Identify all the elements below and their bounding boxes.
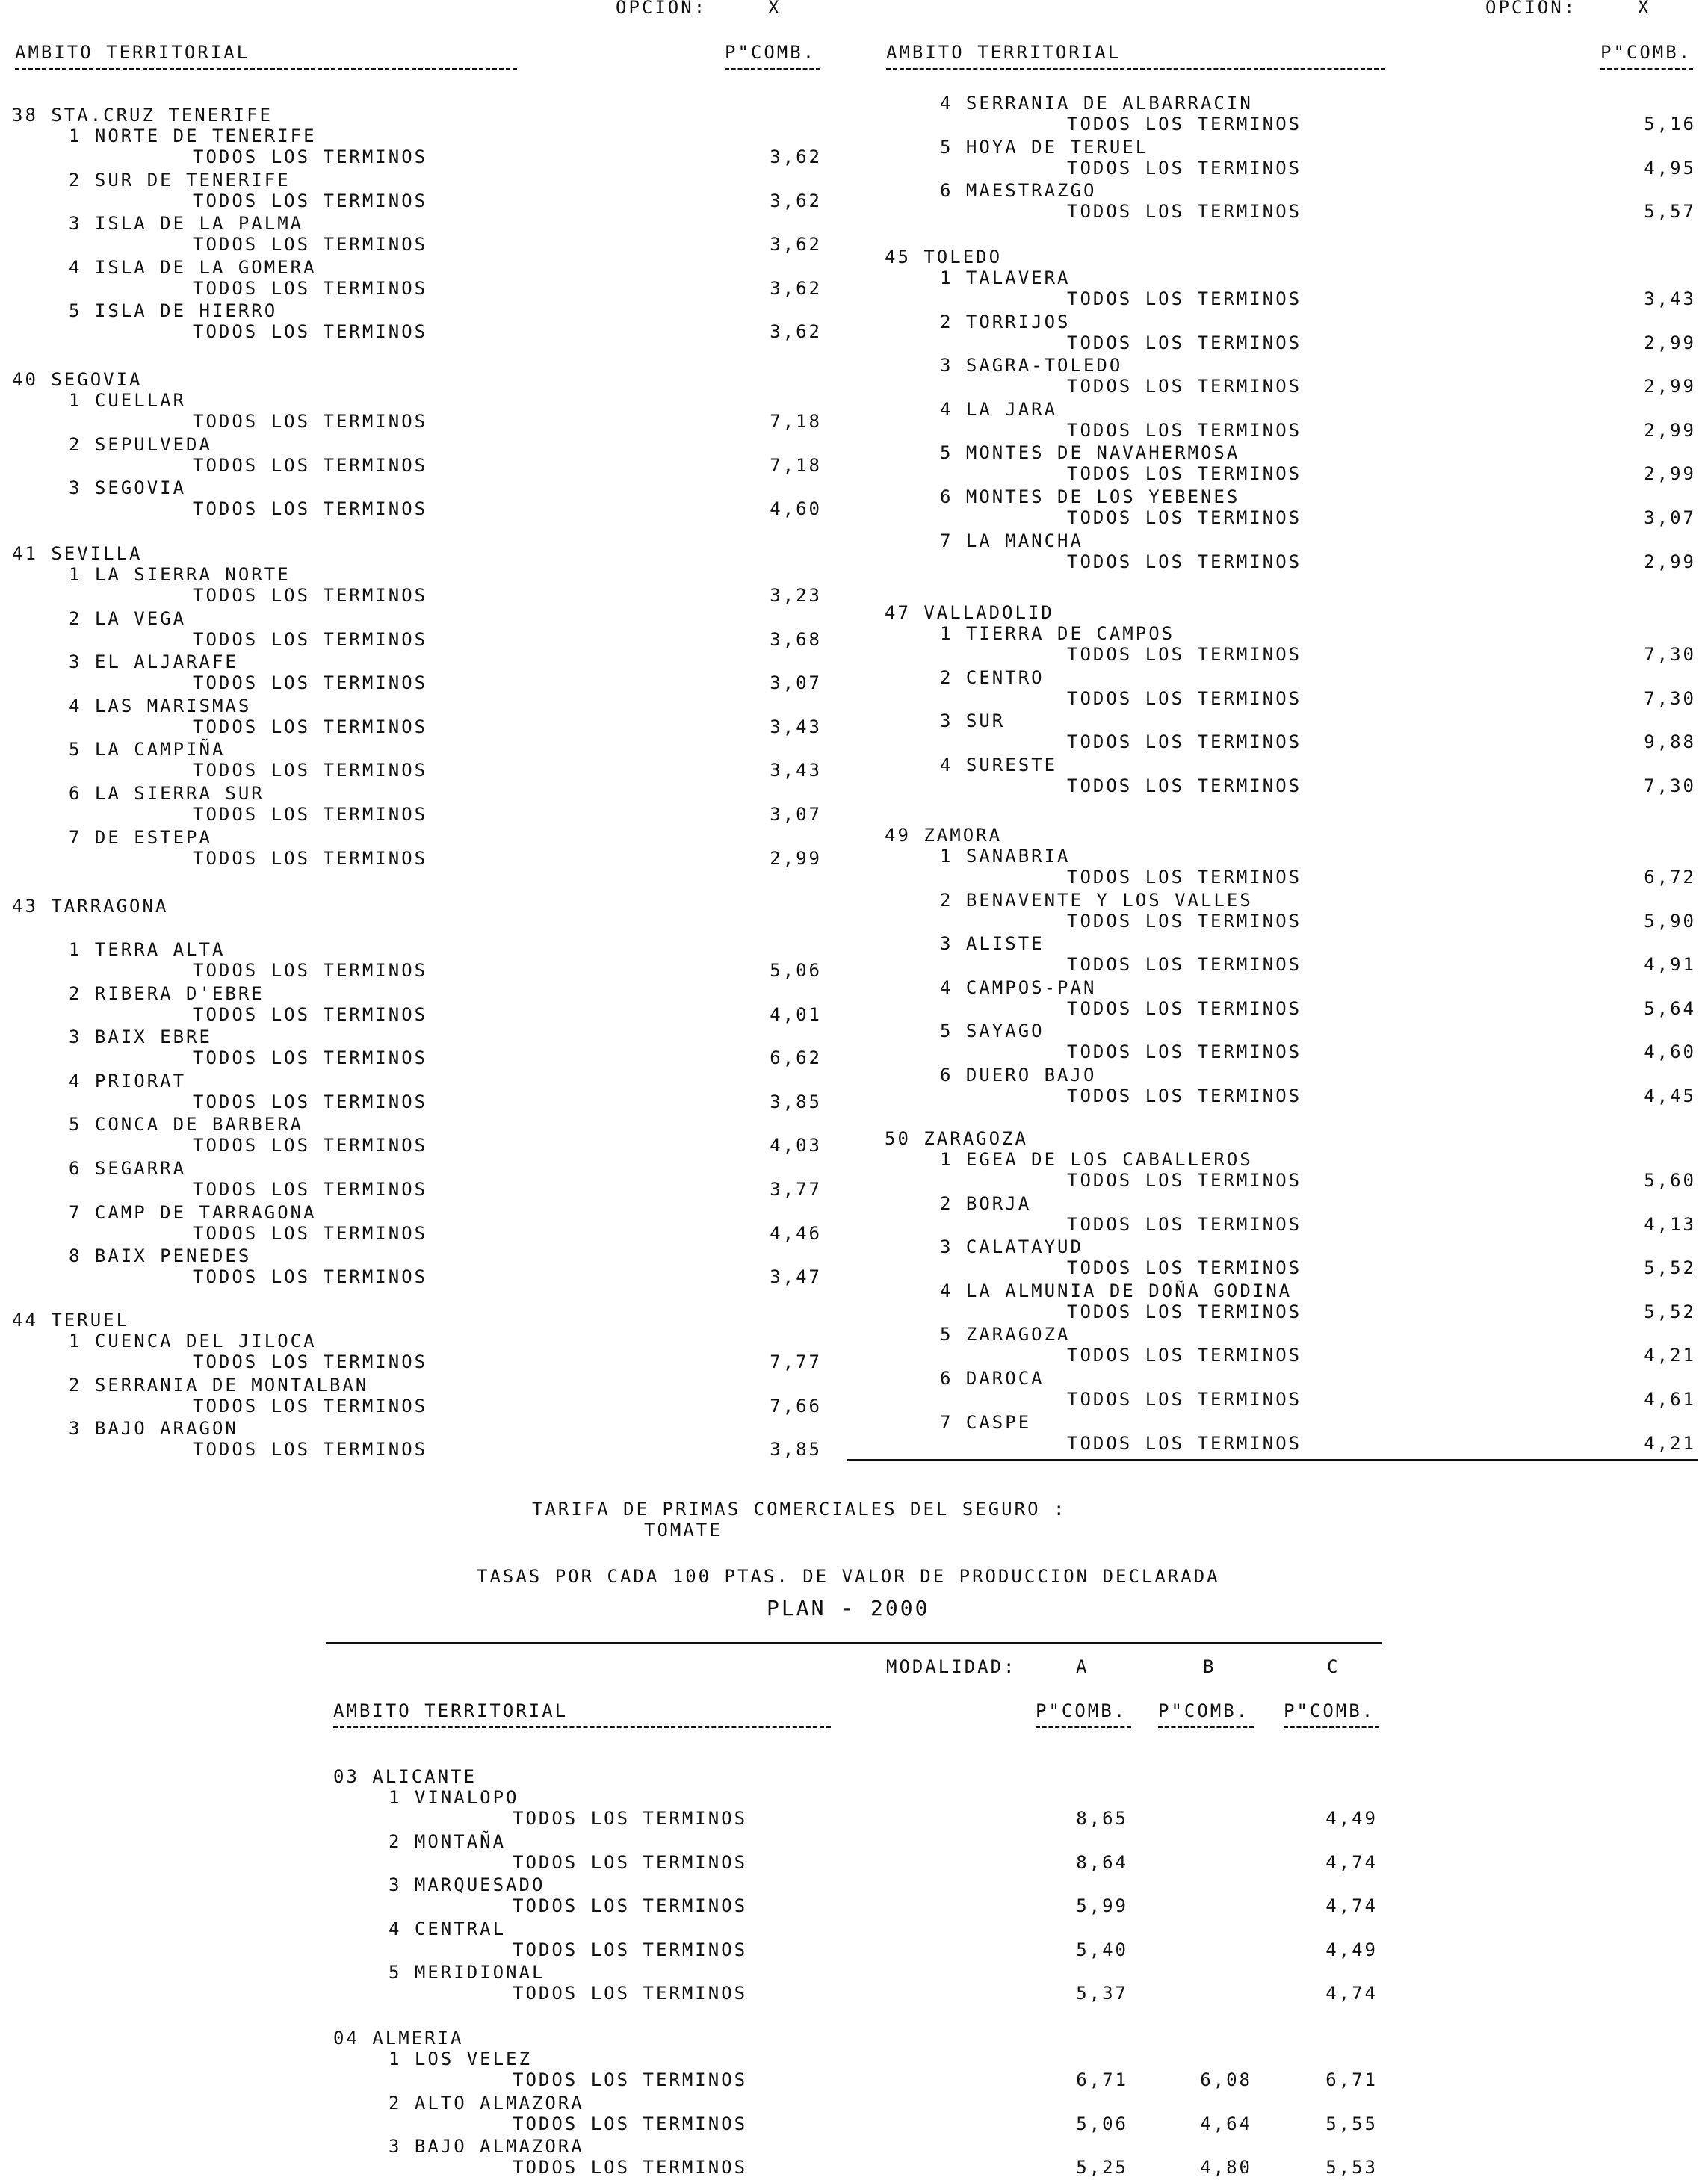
comarca-name: 7 CASPE (940, 1411, 1032, 1433)
rate-value: 4,45 (1644, 1086, 1696, 1106)
province-heading: 40 SEGOVIA (12, 369, 143, 390)
comarca-name: 2 SUR DE TENERIFE (69, 169, 291, 191)
rate-value: 5,06 (770, 960, 822, 981)
terminos-label: TODOS LOS TERMINOS (1067, 551, 1302, 572)
divider (886, 68, 1385, 70)
divider (15, 68, 517, 70)
terminos-label: TODOS LOS TERMINOS (193, 1135, 428, 1156)
terminos-label: TODOS LOS TERMINOS (193, 672, 428, 694)
header-pcomb-c: P"COMB. (1284, 1700, 1376, 1721)
terminos-label: TODOS LOS TERMINOS (193, 1179, 428, 1200)
rate-value: 4,03 (770, 1135, 822, 1156)
rate-value: 4,46 (770, 1222, 822, 1244)
rate-value: 7,18 (770, 411, 822, 432)
rate-value: 3,62 (770, 234, 822, 256)
comarca-name: 3 BAJO ALMAZORA (389, 2136, 584, 2158)
comarca-name: 1 EGEA DE LOS CABALLEROS (940, 1149, 1253, 1170)
comarca-name: 3 SEGOVIA (69, 477, 187, 499)
rate-value: 3,07 (770, 672, 822, 694)
rate-value-c: 4,74 (1325, 1983, 1378, 2004)
comarca-name: 2 ALTO ALMAZORA (389, 2092, 584, 2114)
comarca-name: 3 EL ALJARAFE (69, 651, 238, 673)
rate-value: 5,52 (1644, 1257, 1696, 1279)
terminos-label: TODOS LOS TERMINOS (1067, 1345, 1302, 1366)
comarca-name: 1 VINALOPO (389, 1787, 519, 1808)
terminos-label: TODOS LOS TERMINOS (1067, 201, 1302, 223)
comarca-name: 5 ZARAGOZA (940, 1324, 1071, 1346)
divider (1600, 68, 1693, 70)
province-heading: 43 TARRAGONA (12, 896, 169, 917)
province-heading: 45 TOLEDO (885, 247, 1003, 267)
comarca-name: 2 BENAVENTE Y LOS VALLES (940, 889, 1253, 911)
terminos-label: TODOS LOS TERMINOS (513, 1895, 748, 1917)
comarca-name: 1 TIERRA DE CAMPOS (940, 623, 1175, 644)
comarca-name: 6 DUERO BAJO (940, 1065, 1097, 1086)
rate-value: 4,60 (1644, 1041, 1696, 1063)
rate-value-a: 8,65 (1076, 1808, 1128, 1829)
terminos-label: TODOS LOS TERMINOS (193, 1395, 428, 1416)
terminos-label: TODOS LOS TERMINOS (193, 321, 428, 343)
comarca-name: 3 ALISTE (940, 933, 1045, 955)
terminos-label: TODOS LOS TERMINOS (193, 1351, 428, 1372)
comarca-name: 1 CUENCA DEL JILOCA (69, 1331, 317, 1351)
terminos-label: TODOS LOS TERMINOS (193, 234, 428, 256)
comarca-name: 2 RIBERA D'EBRE (69, 982, 264, 1004)
rate-value: 2,99 (1644, 332, 1696, 353)
province-heading: 49 ZAMORA (885, 825, 1003, 846)
header-pcomb-left: P"COMB. (725, 42, 817, 63)
comarca-name: 3 SAGRA-TOLEDO (940, 355, 1123, 377)
rate-value: 3,07 (1644, 507, 1696, 528)
comarca-name: 2 CENTRO (940, 666, 1045, 688)
terminos-label: TODOS LOS TERMINOS (1067, 376, 1302, 397)
rate-value-a: 5,99 (1076, 1895, 1128, 1917)
rate-value: 3,85 (770, 1091, 822, 1112)
modalidad-b: B (1203, 1656, 1216, 1677)
rate-value: 3,68 (770, 628, 822, 650)
comarca-name: 2 SEPULVEDA (69, 433, 212, 455)
rate-value-a: 5,40 (1076, 1939, 1128, 1960)
terminos-label: TODOS LOS TERMINOS (193, 1003, 428, 1025)
comarca-name: 4 ISLA DE LA GOMERA (69, 256, 317, 278)
opcion-value-right: X (1638, 0, 1651, 18)
header-ambito-left: AMBITO TERRITORIAL (15, 42, 250, 63)
comarca-name: 4 CENTRAL (389, 1918, 507, 1939)
comarca-name: 5 ISLA DE HIERRO (69, 300, 278, 322)
rate-value: 4,91 (1644, 954, 1696, 976)
terminos-label: TODOS LOS TERMINOS (1067, 1086, 1302, 1106)
comarca-name: 6 SEGARRA (69, 1158, 187, 1179)
rate-value-c: 6,71 (1325, 2069, 1378, 2090)
rate-value: 7,77 (770, 1351, 822, 1372)
comarca-name: 5 SAYAGO (940, 1021, 1045, 1042)
terminos-label: TODOS LOS TERMINOS (193, 628, 428, 650)
rate-value: 3,43 (1644, 288, 1696, 309)
rate-value: 5,64 (1644, 997, 1696, 1019)
terminos-label: TODOS LOS TERMINOS (1067, 1301, 1302, 1322)
comarca-name: 4 PRIORAT (69, 1070, 187, 1091)
opcion-value-left: X (768, 0, 782, 18)
modalidad-c: C (1327, 1656, 1340, 1677)
province-heading: 44 TERUEL (12, 1310, 130, 1331)
terminos-label: TODOS LOS TERMINOS (193, 585, 428, 606)
terminos-label: TODOS LOS TERMINOS (513, 2113, 748, 2134)
terminos-label: TODOS LOS TERMINOS (1067, 1213, 1302, 1235)
rate-value-c: 4,49 (1325, 1808, 1378, 1829)
comarca-name: 4 LAS MARISMAS (69, 695, 252, 716)
terminos-label: TODOS LOS TERMINOS (1067, 644, 1302, 665)
comarca-name: 3 CALATAYUD (940, 1236, 1083, 1258)
crop-name: TOMATE (644, 1520, 723, 1540)
comarca-name: 1 LA SIERRA NORTE (69, 564, 291, 585)
section-rule (326, 1642, 1382, 1644)
comarca-name: 3 BAJO ARAGON (69, 1418, 238, 1440)
terminos-label: TODOS LOS TERMINOS (193, 190, 428, 211)
province-heading: 03 ALICANTE (333, 1766, 477, 1787)
terminos-label: TODOS LOS TERMINOS (513, 1851, 748, 1873)
terminos-label: TODOS LOS TERMINOS (193, 454, 428, 476)
terminos-label: TODOS LOS TERMINOS (193, 960, 428, 981)
comarca-name: 4 CAMPOS-PAN (940, 976, 1097, 998)
terminos-label: TODOS LOS TERMINOS (193, 1439, 428, 1461)
header-ambito-bottom: AMBITO TERRITORIAL (333, 1700, 569, 1721)
divider (725, 68, 820, 70)
province-heading: 04 ALMERIA (333, 2028, 464, 2049)
comarca-name: 6 DAROCA (940, 1368, 1045, 1389)
province-heading: 38 STA.CRUZ TENERIFE (12, 105, 273, 126)
terminos-label: TODOS LOS TERMINOS (513, 1808, 748, 1829)
terminos-label: TODOS LOS TERMINOS (513, 2157, 748, 2179)
terminos-label: TODOS LOS TERMINOS (193, 277, 428, 299)
terminos-label: TODOS LOS TERMINOS (1067, 997, 1302, 1019)
comarca-name: 1 SANABRIA (940, 846, 1071, 867)
province-heading: 47 VALLADOLID (885, 602, 1054, 623)
divider (1284, 1726, 1379, 1728)
rate-value: 4,60 (770, 498, 822, 520)
opcion-label-right: OPCION: (1485, 0, 1577, 18)
comarca-name: 1 NORTE DE TENERIFE (69, 126, 317, 146)
rate-value: 7,18 (770, 454, 822, 476)
rate-value: 3,85 (770, 1439, 822, 1461)
comarca-name: 2 BORJA (940, 1192, 1032, 1214)
province-heading: 50 ZARAGOZA (885, 1128, 1028, 1149)
plan-label: PLAN - 2000 (767, 1596, 930, 1620)
rate-value-a: 5,37 (1076, 1983, 1128, 2004)
comarca-name: 7 DE ESTEPA (69, 826, 212, 848)
terminos-label: TODOS LOS TERMINOS (513, 2069, 748, 2090)
comarca-name: 6 MAESTRAZGO (940, 180, 1097, 202)
rate-value: 4,21 (1644, 1345, 1696, 1366)
divider (1036, 1726, 1131, 1728)
tariff-title: TARIFA DE PRIMAS COMERCIALES DEL SEGURO : (532, 1499, 1067, 1520)
header-pcomb-a: P"COMB. (1036, 1700, 1127, 1721)
comarca-name: 2 LA VEGA (69, 607, 187, 629)
rate-value-c: 4,74 (1325, 1895, 1378, 1917)
terminos-label: TODOS LOS TERMINOS (1067, 419, 1302, 441)
header-pcomb-b: P"COMB. (1158, 1700, 1250, 1721)
comarca-name: 3 MARQUESADO (389, 1874, 545, 1896)
rate-value: 3,77 (770, 1179, 822, 1200)
comarca-name: 5 MERIDIONAL (389, 1962, 545, 1984)
terminos-label: TODOS LOS TERMINOS (1067, 731, 1302, 753)
section-rule (847, 1459, 1698, 1461)
comarca-name: 5 CONCA DE BARBERA (69, 1114, 304, 1136)
rate-value: 2,99 (1644, 551, 1696, 572)
terminos-label: TODOS LOS TERMINOS (1067, 507, 1302, 528)
comarca-name: 1 CUELLAR (69, 390, 187, 411)
comarca-name: 1 TERRA ALTA (69, 939, 226, 960)
rate-value-b: 4,80 (1200, 2157, 1252, 2179)
terminos-label: TODOS LOS TERMINOS (193, 847, 428, 869)
rate-value: 9,88 (1644, 731, 1696, 753)
comarca-name: 6 LA SIERRA SUR (69, 783, 264, 804)
comarca-name: 7 CAMP DE TARRAGONA (69, 1201, 317, 1223)
rate-value: 3,23 (770, 585, 822, 606)
rate-value: 6,72 (1644, 867, 1696, 888)
rate-value-c: 5,53 (1325, 2157, 1378, 2179)
terminos-label: TODOS LOS TERMINOS (1067, 910, 1302, 932)
comarca-name: 4 SERRANIA DE ALBARRACIN (940, 93, 1253, 114)
rate-value-a: 8,64 (1076, 1851, 1128, 1873)
rate-value-b: 6,08 (1200, 2069, 1252, 2090)
rate-value-b: 4,64 (1200, 2113, 1252, 2134)
province-heading: 41 SEVILLA (12, 543, 143, 564)
comarca-name: 5 MONTES DE NAVAHERMOSA (940, 442, 1240, 464)
comarca-name: 4 SURESTE (940, 754, 1058, 775)
comarca-name: 3 BAIX EBRE (69, 1026, 212, 1048)
rate-value: 3,07 (770, 804, 822, 825)
rate-value: 4,61 (1644, 1389, 1696, 1410)
comarca-name: 7 LA MANCHA (940, 530, 1083, 551)
comarca-name: 5 LA CAMPIÑA (69, 739, 226, 761)
terminos-label: TODOS LOS TERMINOS (1067, 1041, 1302, 1063)
rate-value: 4,13 (1644, 1213, 1696, 1235)
rate-value: 5,90 (1644, 910, 1696, 932)
rate-value: 4,95 (1644, 157, 1696, 179)
terminos-label: TODOS LOS TERMINOS (193, 1091, 428, 1112)
rate-value: 3,62 (770, 190, 822, 211)
terminos-label: TODOS LOS TERMINOS (1067, 1170, 1302, 1191)
rate-value: 6,62 (770, 1047, 822, 1069)
terminos-label: TODOS LOS TERMINOS (513, 1983, 748, 2004)
rate-value: 5,60 (1644, 1170, 1696, 1191)
divider (333, 1726, 831, 1728)
rate-value-a: 5,25 (1076, 2157, 1128, 2179)
comarca-name: 4 LA ALMUNIA DE DOÑA GODINA (940, 1280, 1293, 1301)
header-pcomb-right: P"COMB. (1600, 42, 1692, 63)
rate-value: 2,99 (1644, 419, 1696, 441)
comarca-name: 3 ISLA DE LA PALMA (69, 213, 304, 235)
rate-value-c: 4,49 (1325, 1939, 1378, 1960)
terminos-label: TODOS LOS TERMINOS (1067, 114, 1302, 134)
comarca-name: 1 LOS VELEZ (389, 2049, 532, 2069)
rate-value: 5,16 (1644, 114, 1696, 134)
terminos-label: TODOS LOS TERMINOS (1067, 1432, 1302, 1454)
terminos-label: TODOS LOS TERMINOS (193, 716, 428, 737)
terminos-label: TODOS LOS TERMINOS (1067, 288, 1302, 309)
comarca-name: 3 SUR (940, 710, 1006, 732)
modalidad-a: A (1076, 1656, 1089, 1677)
rate-value: 3,62 (770, 277, 822, 299)
terminos-label: TODOS LOS TERMINOS (1067, 954, 1302, 976)
opcion-label-left: OPCION: (616, 0, 708, 18)
rate-value: 7,66 (770, 1395, 822, 1416)
comarca-name: 2 SERRANIA DE MONTALBAN (69, 1374, 369, 1396)
terminos-label: TODOS LOS TERMINOS (1067, 867, 1302, 888)
terminos-label: TODOS LOS TERMINOS (193, 760, 428, 781)
rate-value: 3,43 (770, 760, 822, 781)
terminos-label: TODOS LOS TERMINOS (193, 498, 428, 520)
terminos-label: TODOS LOS TERMINOS (193, 804, 428, 825)
rate-value: 7,30 (1644, 644, 1696, 665)
rate-value: 7,30 (1644, 687, 1696, 709)
rate-value-a: 5,06 (1076, 2113, 1128, 2134)
comarca-name: 2 TORRIJOS (940, 311, 1071, 332)
comarca-name: 5 HOYA DE TERUEL (940, 136, 1149, 158)
rate-value: 4,21 (1644, 1432, 1696, 1454)
rate-value: 5,57 (1644, 201, 1696, 223)
header-ambito-right: AMBITO TERRITORIAL (886, 42, 1121, 63)
rate-value: 3,62 (770, 321, 822, 343)
rate-value: 2,99 (1644, 463, 1696, 485)
comarca-name: 6 MONTES DE LOS YEBENES (940, 486, 1240, 507)
rate-value: 7,30 (1644, 775, 1696, 796)
terminos-label: TODOS LOS TERMINOS (193, 1222, 428, 1244)
rate-value: 2,99 (1644, 376, 1696, 397)
rate-value-a: 6,71 (1076, 2069, 1128, 2090)
terminos-label: TODOS LOS TERMINOS (193, 411, 428, 432)
rate-value-c: 5,55 (1325, 2113, 1378, 2134)
rate-value: 5,52 (1644, 1301, 1696, 1322)
terminos-label: TODOS LOS TERMINOS (1067, 687, 1302, 709)
comarca-name: 2 MONTAÑA (389, 1830, 507, 1852)
terminos-label: TODOS LOS TERMINOS (1067, 463, 1302, 485)
terminos-label: TODOS LOS TERMINOS (193, 146, 428, 167)
terminos-label: TODOS LOS TERMINOS (1067, 775, 1302, 796)
comarca-name: 1 TALAVERA (940, 267, 1071, 288)
terminos-label: TODOS LOS TERMINOS (1067, 1389, 1302, 1410)
terminos-label: TODOS LOS TERMINOS (193, 1047, 428, 1069)
terminos-label: TODOS LOS TERMINOS (1067, 1257, 1302, 1279)
rate-value: 2,99 (770, 847, 822, 869)
tariff-subtitle: TASAS POR CADA 100 PTAS. DE VALOR DE PRODUCCION DECLARADA (477, 1566, 1220, 1587)
terminos-label: TODOS LOS TERMINOS (1067, 332, 1302, 353)
divider (1158, 1726, 1254, 1728)
rate-value: 3,62 (770, 146, 822, 167)
rate-value: 3,47 (770, 1266, 822, 1288)
terminos-label: TODOS LOS TERMINOS (513, 1939, 748, 1960)
rate-value: 3,43 (770, 716, 822, 737)
rate-value-c: 4,74 (1325, 1851, 1378, 1873)
terminos-label: TODOS LOS TERMINOS (193, 1266, 428, 1288)
modalidad-label: MODALIDAD: (886, 1656, 1017, 1677)
comarca-name: 8 BAIX PENEDES (69, 1245, 252, 1267)
rate-value: 4,01 (770, 1003, 822, 1025)
terminos-label: TODOS LOS TERMINOS (1067, 157, 1302, 179)
comarca-name: 4 LA JARA (940, 398, 1058, 420)
